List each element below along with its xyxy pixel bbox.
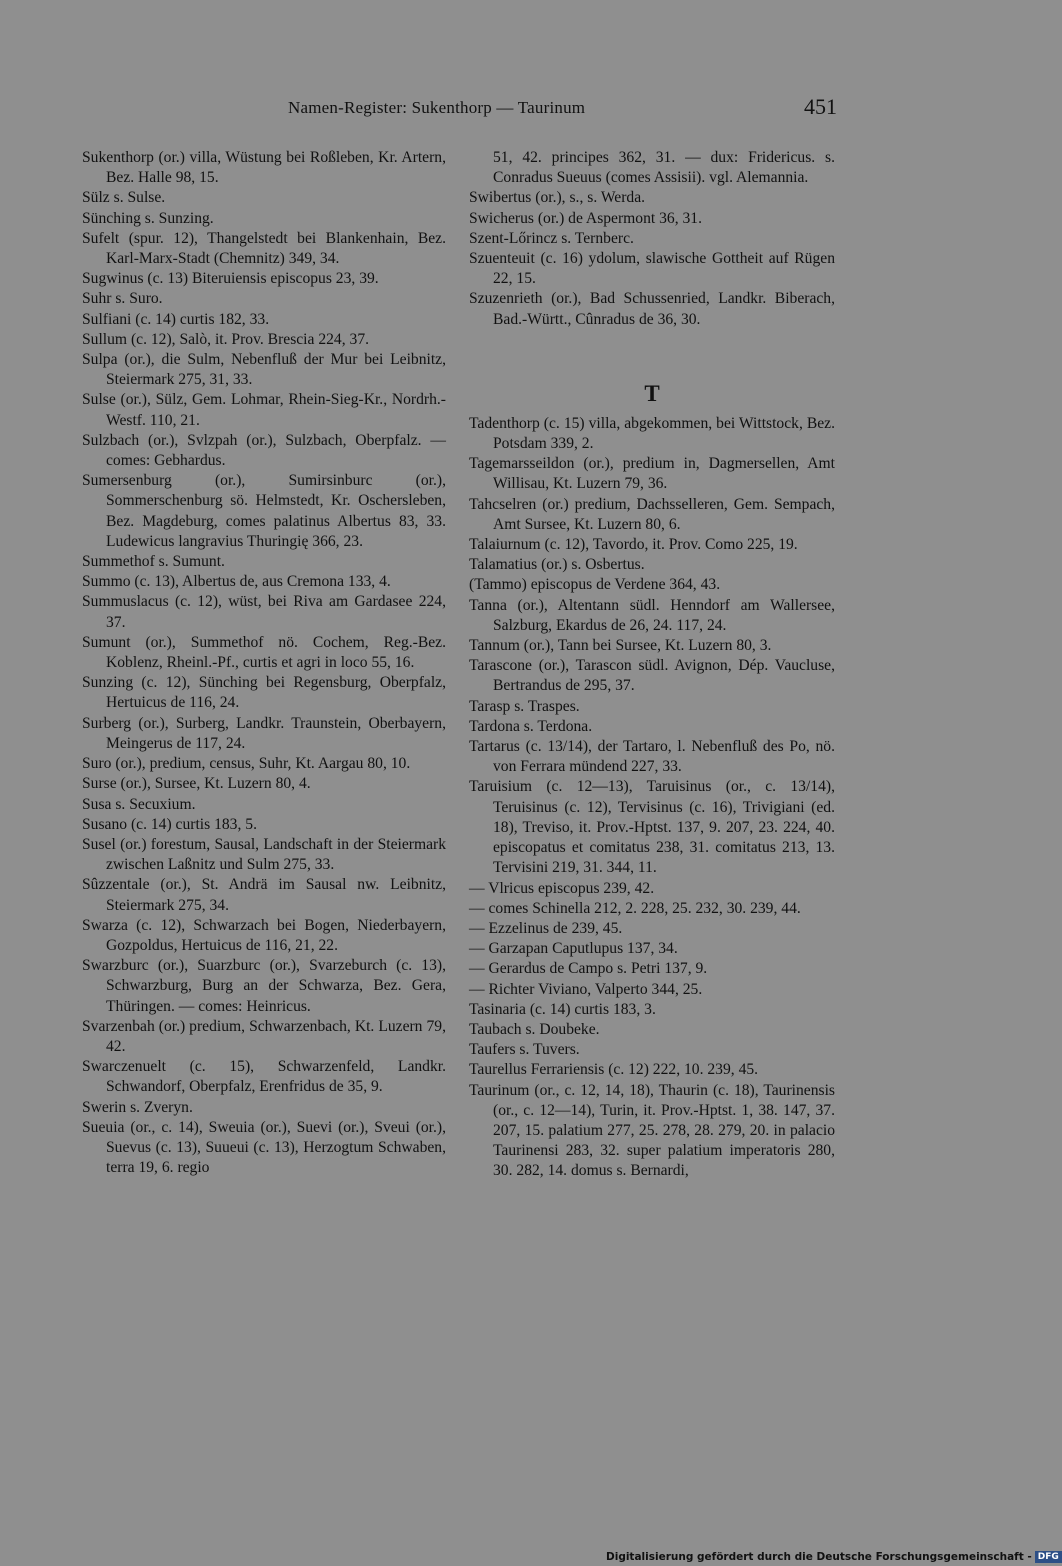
index-entry: Swerin s. Zveryn. bbox=[82, 1098, 193, 1116]
index-entry: Szuzenrieth (or.), Bad Schussenried, Landkr. Biberach, Bad.-Württ., Cûnradus de 36, 30. bbox=[469, 290, 835, 328]
credit-text: Digitalisierung gefördert durch die Deutsche Forschungsgemeinschaft - bbox=[606, 1551, 1032, 1563]
index-entry: Susel (or.) forestum, Sausal, Landschaft in der Steiermark zwischen Laßnitz und Sulm 275, 33. bbox=[82, 835, 446, 874]
index-entry: Svarzenbah (or.) predium, Schwarzenbach, Kt. Luzern 79, 42. bbox=[82, 1017, 446, 1055]
dfg-logo: DFG bbox=[1035, 1551, 1062, 1563]
index-entry: Sukenthorp (or.) villa, Wüstung bei Roßleben, Kr. Artern, Bez. Halle 98, 15. bbox=[82, 149, 446, 187]
index-entry: Taubach s. Doubeke. bbox=[469, 1020, 600, 1038]
index-entry: Summuslacus (c. 12), wüst, bei Riva am Gardasee 224, 37. bbox=[82, 593, 446, 631]
index-entry: Summethof s. Sumunt. bbox=[82, 553, 225, 571]
index-entry: Sullum (c. 12), Salò, it. Prov. Brescia 224, 37. bbox=[82, 330, 370, 348]
index-entry: Sunzing (c. 12), Sünching bei Regensburg, Oberpfalz, Hertuicus de 116, 24. bbox=[82, 674, 446, 712]
index-entry: Suhr s. Suro. bbox=[82, 290, 163, 308]
index-entry: Sufelt (spur. 12), Thangelstedt bei Blankenhain, Bez. Karl-Marx-Stadt (Chemnitz) 349, 34. bbox=[82, 229, 446, 268]
section-letter: T bbox=[644, 380, 660, 406]
right-column bbox=[469, 148, 835, 1182]
index-entry: Surberg (or.), Surberg, Landkr. Traunstein, Oberbayern, Meingerus de 117, 24. bbox=[82, 714, 446, 752]
index-entry: Sulzbach (or.), Svlzpah (or.), Sulzbach, Oberpfalz. — comes: Gebhardus. bbox=[82, 431, 446, 470]
index-entry: Sulse (or.), Sülz, Gem. Lohmar, Rhein-Sieg-Kr., Nordrh.-Westf. 110, 21. bbox=[82, 391, 446, 429]
index-entry: Tardona s. Terdona. bbox=[469, 717, 593, 735]
index-entry: Tadenthorp (c. 15) villa, abgekommen, bei Wittstock, Bez. Potsdam 339, 2. bbox=[469, 414, 835, 453]
index-subentry: — Richter Viviano, Valperto 344, 25. bbox=[469, 980, 703, 998]
index-entry: Szent-Lőrincz s. Ternberc. bbox=[469, 229, 634, 247]
index-entry: Sumunt (or.), Summethof nö. Cochem, Reg.-Bez. Koblenz, Rheinl.-Pf., curtis et agri in loco 55, 16. bbox=[82, 633, 446, 672]
index-entry: Swicherus (or.) de Aspermont 36, 31. bbox=[469, 209, 703, 227]
index-entry: Taruisium (c. 12—13), Taruisinus (or., c. 13/14), Teruisinus (c. 12), Tervisinus (c. 16), Trivigiani (ed. 18), Treviso, it. Prov.-Hptst. 137, 9. 207, 23. 224, 40. episcopatus et comitatus 238, 31. comitatus 213, 13. Tervisini 219, 31. 344, 11. bbox=[469, 778, 835, 877]
index-entry: Szuenteuit (c. 16) ydolum, slawische Gottheit auf Rügen 22, 15. bbox=[469, 250, 835, 288]
index-entry: Tagemarsseildon (or.), predium in, Dagmersellen, Amt Willisau, Kt. Luzern 79, 36. bbox=[469, 455, 835, 493]
index-entry: Sulpa (or.), die Sulm, Nebenfluß der Mur bei Leibnitz, Steiermark 275, 31, 33. bbox=[82, 351, 446, 389]
index-entry: (Tammo) episcopus de Verdene 364, 43. bbox=[469, 576, 721, 594]
index-entry: Susa s. Secuxium. bbox=[82, 795, 196, 813]
index-entry: Tarascone (or.), Tarascon südl. Avignon, Dép. Vaucluse, Bertrandus de 295, 37. bbox=[469, 657, 835, 695]
index-entry: Tartarus (c. 13/14), der Tartaro, l. Nebenfluß des Po, nö. von Ferrara mündend 227, 33. bbox=[469, 738, 835, 776]
index-entry: Talamatius (or.) s. Osbertus. bbox=[469, 556, 645, 574]
left-column bbox=[82, 148, 446, 1178]
index-subentry: — Gerardus de Campo s. Petri 137, 9. bbox=[469, 960, 708, 978]
index-entry: Surse (or.), Sursee, Kt. Luzern 80, 4. bbox=[82, 775, 311, 793]
index-entry: Taufers s. Tuvers. bbox=[469, 1041, 580, 1059]
index-entry: Sünching s. Sunzing. bbox=[82, 209, 214, 227]
index-entry: Sueuia (or., c. 14), Sweuia (or.), Suevi (or.), Sveui (or.), Suevus (c. 13), Suueui (c. 13), Herzogtum Schwaben, terra 19, 6. regio bbox=[82, 1118, 446, 1177]
page-header bbox=[0, 94, 1000, 128]
index-subentry: — Garzapan Caputlupus 137, 34. bbox=[469, 940, 678, 958]
index-entry: Swarzburc (or.), Suarzburc (or.), Svarzeburch (c. 13), Schwarzburg, Burg an der Schwarza, Bez. Gera, Thüringen. — comes: Heinricus. bbox=[82, 957, 446, 1015]
index-entry: Sûzzentale (or.), St. Andrä im Sausal nw. Leibnitz, Steiermark 275, 34. bbox=[82, 876, 446, 914]
index-entry: Sulfiani (c. 14) curtis 182, 33. bbox=[82, 310, 270, 328]
page-number: 451 bbox=[804, 94, 837, 119]
index-subentry: — comes Schinella 212, 2. 228, 25. 232, 30. 239, 44. bbox=[469, 899, 801, 917]
index-entry: Talaiurnum (c. 12), Tavordo, it. Prov. Como 225, 19. bbox=[469, 536, 798, 554]
digitization-credit bbox=[606, 1551, 1062, 1563]
index-subentry: — Vlricus episcopus 239, 42. bbox=[469, 879, 655, 897]
index-entry: Tahcselren (or.) predium, Dachsselleren, Gem. Sempach, Amt Sursee, Kt. Luzern 80, 6. bbox=[469, 495, 835, 533]
index-entry: Tasinaria (c. 14) curtis 183, 3. bbox=[469, 1000, 656, 1018]
index-entry: Taurinum (or., c. 12, 14, 18), Thaurin (c. 18), Taurinensis (or., c. 12—14), Turin, it. Prov.-Hptst. 1, 38. 147, 37. 207, 15. palatium 277, 25. 278, 28. 279, 20. in palacio Taurinensi 283, 32. super palatium imperatoris 280, 30. 282, 14. domus s. Bernardi, bbox=[469, 1081, 835, 1180]
index-entry: Tarasp s. Traspes. bbox=[469, 697, 580, 715]
index-entry: Sugwinus (c. 13) Biteruiensis episcopus 23, 39. bbox=[82, 270, 379, 288]
index-entry: Sumersenburg (or.), Sumirsinburc (or.), Sommerschenburg sö. Helmstedt, Kr. Oschersleben, Bez. Magdeburg, comes palatinus Albertus 83, 33. Ludewicus langravius Thuringię 366, 23. bbox=[82, 472, 446, 550]
index-entry: Swarczenuelt (c. 15), Schwarzenfeld, Landkr. Schwandorf, Oberpfalz, Erenfridus de 35, 9. bbox=[82, 1058, 446, 1096]
index-subentry: — Ezzelinus de 239, 45. bbox=[469, 919, 623, 937]
index-entry: Susano (c. 14) curtis 183, 5. bbox=[82, 815, 257, 833]
index-entry: Swarza (c. 12), Schwarzach bei Bogen, Niederbayern, Gozpoldus, Hertuicus de 116, 21, 22. bbox=[82, 916, 446, 954]
index-entry: Taurellus Ferrariensis (c. 12) 222, 10. 239, 45. bbox=[469, 1061, 759, 1079]
running-head: Namen-Register: Sukenthorp — Taurinum bbox=[288, 98, 586, 117]
index-entry: Tanna (or.), Altentann südl. Henndorf am Wallersee, Salzburg, Ekardus de 26, 24. 117, 24. bbox=[469, 596, 835, 634]
index-entry: Sülz s. Sulse. bbox=[82, 189, 166, 207]
index-entry: Suro (or.), predium, census, Suhr, Kt. Aargau 80, 10. bbox=[82, 755, 411, 773]
index-entry: Tannum (or.), Tann bei Sursee, Kt. Luzern 80, 3. bbox=[469, 637, 772, 655]
index-entry-continued: 51, 42. principes 362, 31. — dux: Fridericus. s. Conradus Sueuus (comes Assisii). vgl. Alemannia. bbox=[493, 149, 835, 187]
index-entry: Swibertus (or.), s., s. Werda. bbox=[469, 189, 646, 207]
index-entry: Summo (c. 13), Albertus de, aus Cremona 133, 4. bbox=[82, 573, 391, 591]
